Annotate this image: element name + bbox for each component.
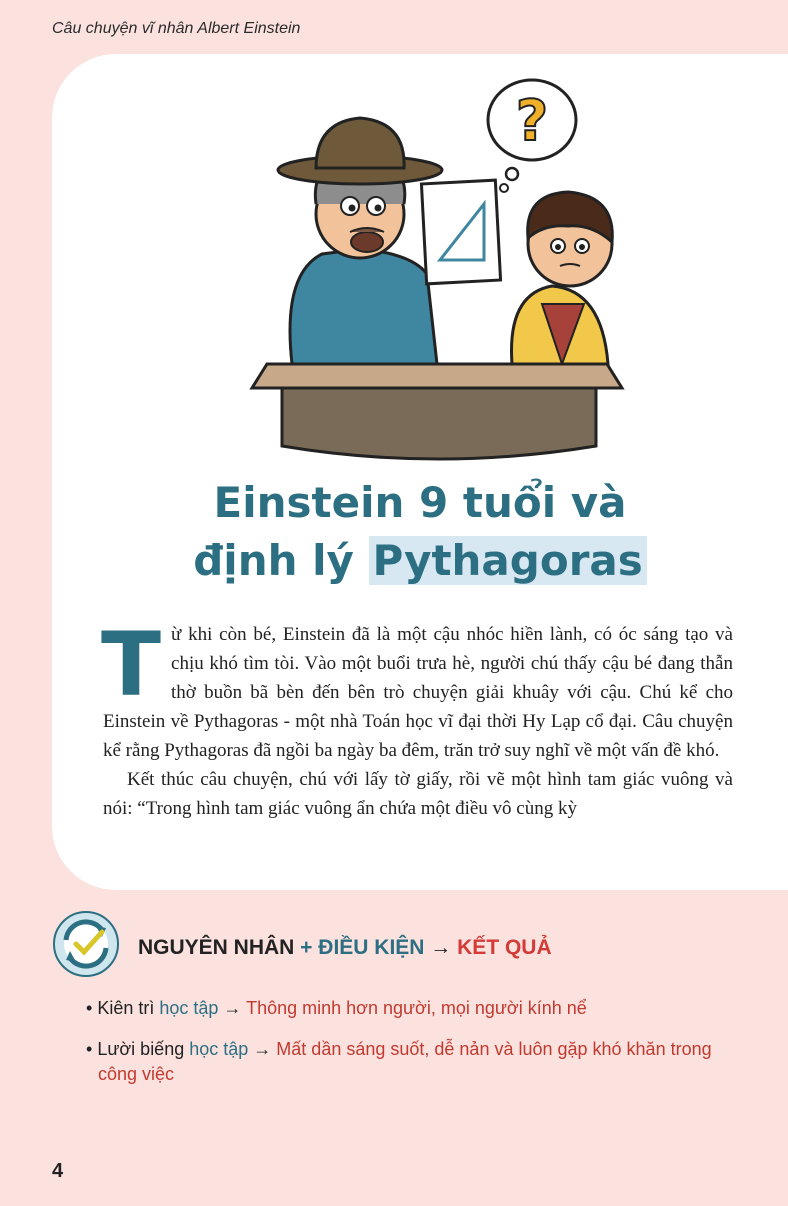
- hat-crown: [316, 118, 404, 168]
- page-number: 4: [52, 1160, 64, 1182]
- summary-item: [86, 996, 746, 1021]
- summary-list: [86, 996, 746, 1103]
- summary-item: [86, 1037, 746, 1087]
- item-result: Mất dần sáng suốt, dễ nản và luôn gặp khó khăn trong công việc: [98, 1039, 712, 1084]
- bullet-dot: •: [86, 998, 98, 1018]
- man-coat: [290, 249, 437, 364]
- formula-result: KẾT QUẢ: [457, 936, 552, 959]
- paragraph-2: Kết thúc câu chuyện, chú với lấy tờ giấy, rồi vẽ một hình tam giác vuông và nói: “Trong hình tam giác vuông ẩn chứa một điều vô cùng kỳ: [103, 769, 733, 819]
- story-text: [101, 613, 733, 823]
- item-cause: Kiên trì: [97, 998, 160, 1018]
- cause-effect-formula: [138, 936, 552, 960]
- bullet-dot: •: [86, 1039, 98, 1059]
- table-front: [282, 388, 596, 459]
- title-line-2-prefix: định lý: [193, 536, 369, 585]
- einstein-illustration: [212, 74, 632, 494]
- formula-plus: +: [294, 936, 319, 959]
- item-condition: học tập: [189, 1039, 249, 1059]
- item-result: Thông minh hơn người, mọi người kính nể: [246, 998, 587, 1018]
- running-header: Câu chuyện vĩ nhân Albert Einstein: [52, 20, 301, 37]
- chapter-title: [52, 474, 788, 590]
- formula-condition: ĐIỀU KIỆN: [318, 936, 425, 959]
- title-line-1: Einstein 9 tuổi và: [213, 478, 627, 527]
- dropcap: T: [101, 613, 162, 716]
- title-line-2: [52, 532, 788, 590]
- item-cause: Lười biếng: [97, 1039, 190, 1059]
- question-mark: ?: [515, 89, 549, 154]
- content-card: [52, 54, 788, 890]
- table-top: [252, 364, 622, 388]
- item-arrow: →: [218, 998, 247, 1018]
- formula-arrow: →: [424, 936, 458, 959]
- title-highlight: Pythagoras: [369, 536, 647, 585]
- item-arrow: →: [248, 1039, 277, 1059]
- paragraph-1-text: ừ khi còn bé, Einstein đã là một cậu nhóc hiền lành, có óc sáng tạo và chịu khó tìm tòi. Vào một buổi trưa hè, người chú thấy cậu bé đang thẫn thờ buồn bã bèn đến bên trò chuyện giải khuây với cậu. Chú kể cho Einstein về Pythagoras - một nhà Toán học vĩ đại thời Hy Lạp cổ đại. Câu chuyện kể rằng Pythagoras đã ngồi ba ngày ba đêm, trăn trở suy nghĩ về một vấn đề khó.: [103, 624, 733, 761]
- paragraph-1: [101, 613, 733, 765]
- cycle-check-icon: [52, 910, 120, 978]
- formula-cause: NGUYÊN NHÂN: [138, 936, 295, 959]
- item-condition: học tập: [159, 998, 219, 1018]
